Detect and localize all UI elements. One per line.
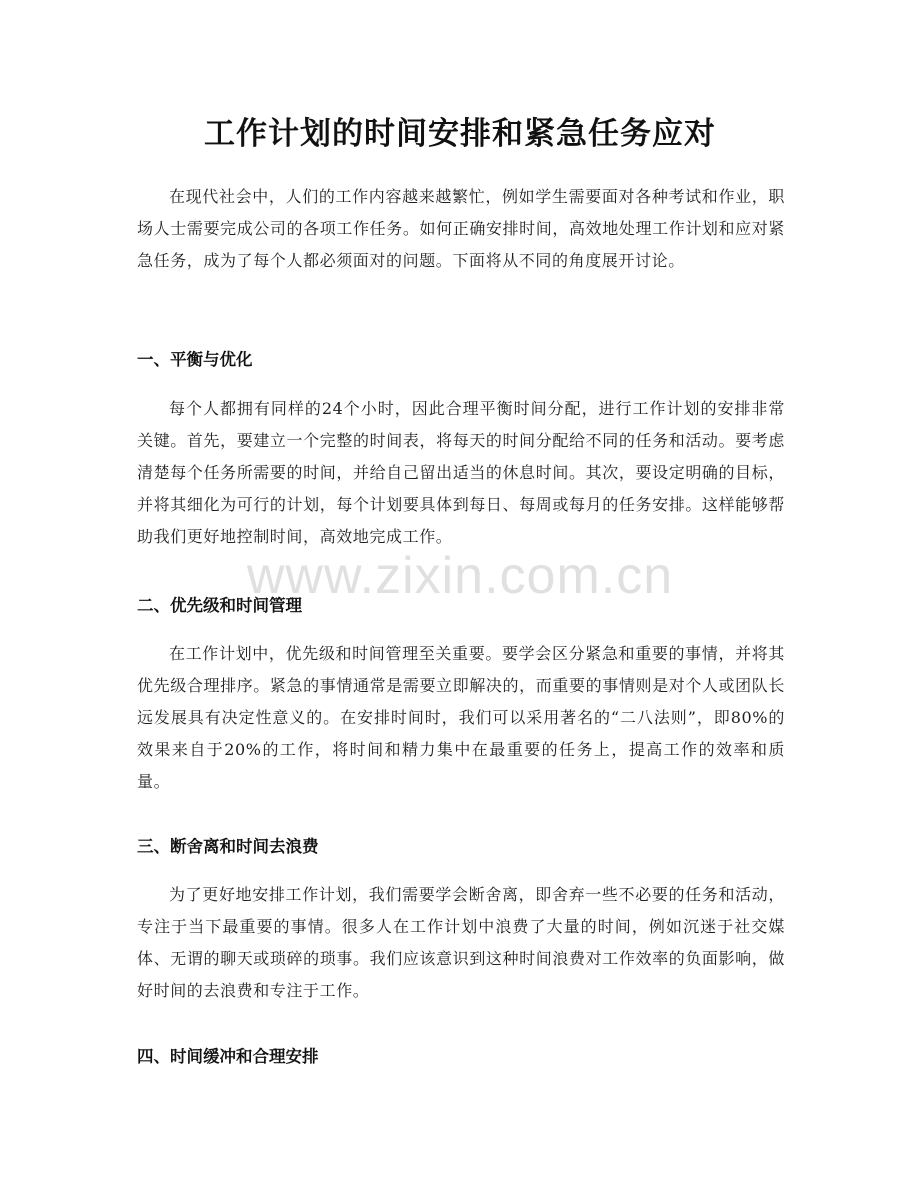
section-2-paragraph: 在工作计划中，优先级和时间管理至关重要。要学会区分紧急和重要的事情，并将其优先级合理排序。紧急的事情通常是需要立即解决的，而重要的事情则是对个人或团队长远发展具有决定性意义的。在安排时间时，我们可以采用著名的“二八法则”，即80%的效果来自于20%的工作，将时间和精力集中在最重要的任务上，提高工作的效率和质量。 (137, 644, 785, 791)
section-1-paragraph: 每个人都拥有同样的24个小时，因此合理平衡时间分配，进行工作计划的安排非常关键。首先，要建立一个完整的时间表，将每天的时间分配给不同的任务和活动。要考虑清楚每个任务所需要的时间，并给自己留出适当的休息时间。其次，要设定明确的目标，并将其细化为可行的计划，每个计划要具体到每日、每周或每月的任务安排。这样能够帮助我们更好地控制时间，高效地完成工作。 (137, 399, 785, 546)
intro-paragraph: 在现代社会中，人们的工作内容越来越繁忙，例如学生需要面对各种考试和作业，职场人士需要完成公司的各项工作任务。如何正确安排时间，高效地处理工作计划和应对紧急任务，成为了每个人都必须面对的问题。下面将从不同的角度展开讨论。 (137, 187, 785, 270)
section-1-heading: 一、平衡与优化 (137, 350, 253, 369)
document-title: 工作计划的时间安排和紧急任务应对 (204, 116, 716, 152)
section-3-heading: 三、断舍离和时间去浪费 (137, 837, 319, 856)
section-2-heading: 二、优先级和时间管理 (137, 596, 302, 615)
section-4-heading: 四、时间缓冲和合理安排 (137, 1047, 319, 1066)
watermark: www.zixin.com.cn (246, 547, 674, 605)
section-3-paragraph: 为了更好地安排工作计划，我们需要学会断舍离，即舍弃一些不必要的任务和活动，专注于当下最重要的事情。很多人在工作计划中浪费了大量的时间，例如沉迷于社交媒体、无谓的聊天或琐碎的琐事。我们应该意识到这种时间浪费对工作效率的负面影响，做好时间的去浪费和专注于工作。 (137, 885, 785, 1000)
